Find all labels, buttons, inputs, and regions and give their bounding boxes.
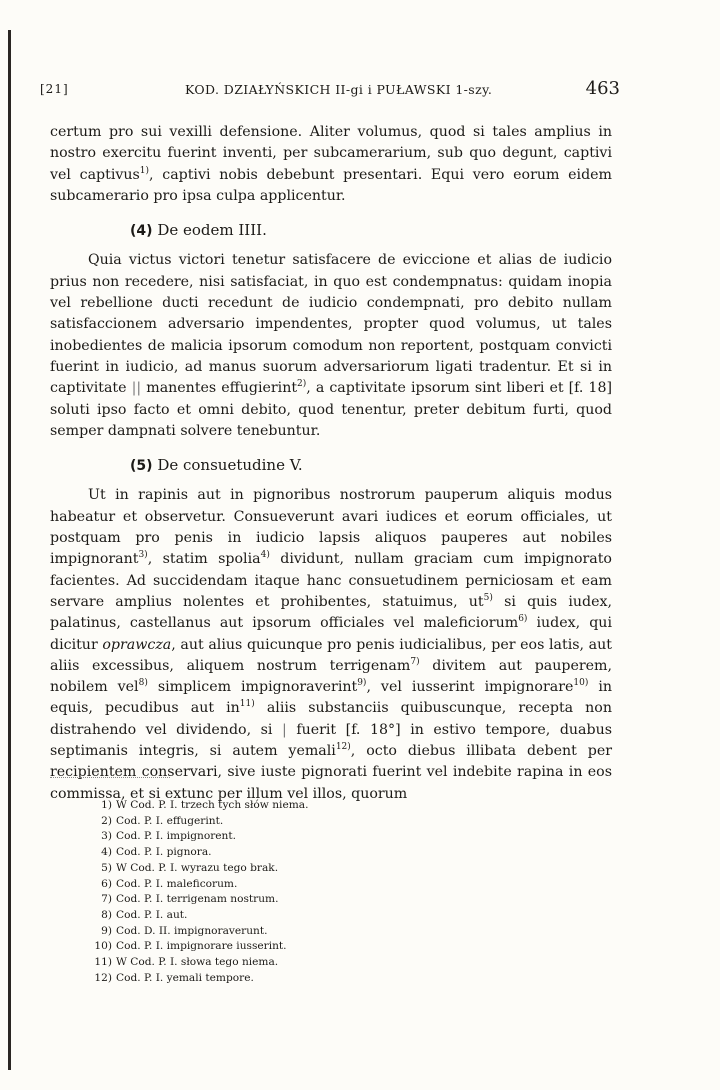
- footnote: [90, 861, 308, 877]
- footnote: [90, 955, 308, 971]
- footnote-separator: [50, 777, 170, 778]
- footnote: [90, 924, 308, 940]
- footnote: [90, 971, 308, 987]
- main-text: [50, 122, 612, 805]
- footnote: [90, 829, 308, 845]
- text-segment: , captivi nobis debebunt presentari. Equi vero eorum eidem subcamerario pro ipsa culpa applicentur.: [50, 166, 612, 204]
- footnote-number: 1): [101, 799, 112, 811]
- footnote-number: 8): [101, 908, 112, 921]
- footnote-text: Cod. P. I. effugerint.: [116, 814, 224, 827]
- footnote-text: W Cod. P. I. wyrazu tego brak.: [116, 861, 279, 874]
- footnote-ref[interactable]: 6): [518, 614, 528, 625]
- footnote-text: Cod. P. I. maleficorum.: [116, 877, 238, 890]
- text-segment: , octo diebus illibata debent per recipientem conservari, sive iuste pignorati fuerint vel indebite rapina in eos commissa, et si extunc per illum vel illos, quorum: [50, 743, 612, 802]
- footnote: [90, 814, 308, 830]
- paragraph-continuation: [50, 122, 612, 207]
- text-segment: fuerit [f. 18°] in estivo tempore, duabus septimanis integris, si autem yemali: [50, 721, 612, 760]
- footnote-text: Cod. D. II. impignoraverunt.: [116, 924, 268, 937]
- footnote-text: W Cod. P. I. słowa tego niema.: [116, 956, 279, 969]
- footnote-text: Cod. P. I. impignorent.: [116, 830, 237, 843]
- section-heading-5: [130, 455, 612, 477]
- footnotes: [90, 798, 308, 986]
- footnote-text: Cod. P. I. aut.: [116, 908, 188, 921]
- section-title: De eodem IIII.: [157, 221, 267, 240]
- section-heading-4: [130, 220, 612, 242]
- footnote-ref[interactable]: 7): [410, 656, 420, 667]
- folio-divider-mark: ||: [131, 380, 142, 397]
- text-segment: Quia victus victori tenetur satisfacere de eviccione et alias de iudicio prius non recedere, nisi satisfaciat, in quo est condempnatus: quidam inopia vel rebellione ducti recedunt de iudicio condempnati, pro debito nullam satisfaccionem adversario impendentes, propter quod volumus, ut tales inobedientes de malicia ipsorum comodum non reportent, postquam convicti fuerint in iudicio, ad manus suorum adversariorum ligati tradentur. Et si in captivitate: [50, 252, 612, 397]
- footnote: [90, 908, 308, 924]
- folio-divider-mark: |: [281, 721, 287, 738]
- footnote-text: Cod. P. I. yemali tempore.: [116, 971, 254, 984]
- footnote-text: W Cod. P. I. trzech tych słów niema.: [116, 799, 309, 811]
- text-segment: aliis substanciis quibuscunque, recepta non distrahendo vel dividendo, si: [50, 700, 612, 738]
- text-segment: divitem aut pauperem, nobilem vel: [50, 657, 612, 696]
- footnote-ref[interactable]: 1): [139, 165, 150, 176]
- section-number: (5): [130, 458, 153, 475]
- text-segment: , aut alius quicunque pro penis iudicialibus, per eos latis, aut aliis excessibus, aliquem nostrum terrigenam: [50, 636, 612, 674]
- footnote-ref[interactable]: 9): [357, 678, 367, 689]
- footnote-number: 3): [101, 830, 112, 843]
- footnote-ref[interactable]: 8): [138, 678, 148, 689]
- paragraph-section-5: [50, 485, 612, 804]
- text-segment: , statim spolia: [147, 551, 261, 568]
- paragraph-section-4: [50, 250, 612, 442]
- footnote-text: Cod. P. I. terrigenam nostrum.: [116, 893, 279, 906]
- text-segment: Ut in rapinis aut in pignoribus nostrorum pauperum aliquis modus habeatur et observetur. Consueverunt avari iudices et eorum officiales, ut postquam pro penis in iudicio lapsis aliquos pauperes aut nobiles impignorant: [50, 487, 612, 568]
- footnote: [90, 892, 308, 908]
- text-segment: , a captivitate ipsorum sint liberi et [f. 18] soluti ipso facto et omni debito, quod tenentur, preter debitum furti, quod semper dampnati solvere tenebuntur.: [50, 380, 613, 439]
- text-segment: si quis iudex, palatinus, castellanus aut ipsorum officiales vel maleficiorum: [50, 593, 612, 632]
- header-section-number: [21]: [40, 82, 69, 96]
- footnote-number: 7): [101, 893, 112, 906]
- header-title: KOD. DZIAŁYŃSKICH II-gi i PUŁAWSKI 1-szy.: [185, 82, 493, 97]
- text-segment: in equis, pecudibus aut in: [50, 679, 612, 717]
- footnote-ref[interactable]: 2): [297, 379, 307, 390]
- footnote-ref[interactable]: 10): [573, 678, 589, 689]
- running-header: [40, 80, 620, 104]
- binding-edge: [8, 30, 11, 1070]
- footnote: [90, 845, 308, 861]
- text-segment: simplicem impignoraverint: [147, 679, 358, 696]
- footnote-ref[interactable]: 11): [239, 699, 255, 710]
- footnote-number: 12): [94, 971, 112, 984]
- section-title: De consuetudine V.: [157, 456, 303, 475]
- text-segment: manentes effugierint: [146, 380, 298, 397]
- text-segment: certum pro sui vexilli defensione. Aliter volumus, quod si tales amplius in nostro exercitu fuerint inventi, per subcamerarium, sub quo degunt, captivi vel captivus: [50, 124, 612, 183]
- footnote: [90, 798, 308, 814]
- footnote: [90, 939, 308, 955]
- footnote-number: 9): [101, 924, 112, 937]
- text-segment: dividunt, nullam graciam cum impignorato facientes. Ad succidendam itaque hanc consuetudinem perniciosam et eam servare amplius nolentes et prohibentes, statuimus, ut: [50, 551, 612, 610]
- footnote-ref[interactable]: 5): [483, 592, 493, 603]
- italic-term: oprawcza: [102, 636, 172, 653]
- text-segment: iudex, qui dicitur: [50, 615, 612, 653]
- footnote-ref[interactable]: 12): [335, 742, 351, 753]
- text-segment: , vel iusserint impignorare: [366, 679, 574, 696]
- footnote-number: 6): [101, 877, 112, 890]
- page-number: 463: [585, 78, 620, 99]
- footnote-number: 10): [94, 940, 112, 953]
- footnote-text: Cod. P. I. pignora.: [116, 846, 212, 859]
- footnote-number: 11): [94, 956, 112, 969]
- footnote-text: Cod. P. I. impignorare iusserint.: [116, 940, 287, 953]
- footnote: [90, 877, 308, 893]
- footnote-number: 2): [101, 814, 112, 827]
- section-number: (4): [130, 223, 153, 240]
- footnote-ref[interactable]: 4): [260, 550, 270, 561]
- footnote-ref[interactable]: 3): [138, 550, 148, 561]
- footnote-number: 5): [101, 861, 112, 874]
- footnote-number: 4): [101, 846, 112, 859]
